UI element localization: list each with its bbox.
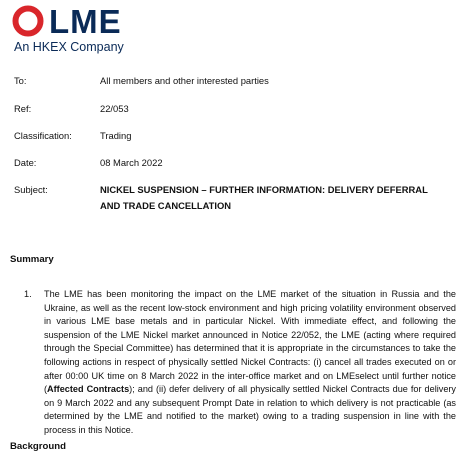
classification-value: Trading bbox=[100, 130, 132, 141]
subject-value: NICKEL SUSPENSION – FURTHER INFORMATION: DELIVERY DEFERRAL AND TRADE CANCELLATION bbox=[100, 184, 428, 211]
lme-logo bbox=[12, 5, 142, 53]
ref-value: 22/053 bbox=[100, 103, 129, 114]
classification-label: Classification: bbox=[14, 130, 72, 141]
to-label: To: bbox=[14, 75, 27, 86]
summary-heading: Summary bbox=[10, 254, 54, 265]
date-value: 08 March 2022 bbox=[100, 157, 163, 168]
subject-label: Subject: bbox=[14, 184, 48, 195]
affected-contracts-term: Affected Contracts bbox=[47, 384, 130, 395]
paragraph-number: 1. bbox=[24, 289, 32, 299]
paragraph-text-end: ); and (ii) defer delivery of all physically settled Nickel Contracts due for delivery on 9 March 2022 and any subsequent Prompt Date in relation to which delivery is not practicable (as determined by the LME and notified to the market) owing to a trading suspension in line with the process in this Notice. bbox=[44, 384, 456, 435]
lme-ring-icon bbox=[12, 5, 46, 39]
paragraph-text bbox=[44, 288, 456, 438]
logo-wordmark: LME bbox=[49, 3, 122, 40]
date-label: Date: bbox=[14, 157, 37, 168]
paragraph-text-start: The LME has been monitoring the impact on the LME market of the situation in Russia and the Ukraine, as well as the recent low-stock environment and high pricing volatility environment observed in various LME base metals and in particular Nickel. With immediate effect, and following the suspension of the LME Nickel market announced in Notice 22/052, the LME (acting where required through the Special Committee) has determined that it is appropriate in the circumstances to take the following actions in respect of physically settled Nickel Contracts: (i) cancel all trades executed on or after 00:00 UK time on 8 March 2022 in the inter-office market and on LMEselect until further notice ( bbox=[44, 289, 456, 395]
ref-label: Ref: bbox=[14, 103, 32, 114]
summary-paragraph bbox=[24, 288, 456, 438]
background-heading: Background bbox=[10, 441, 66, 452]
to-value: All members and other interested parties bbox=[100, 75, 269, 86]
logo-tagline: An HKEX Company bbox=[14, 40, 124, 54]
